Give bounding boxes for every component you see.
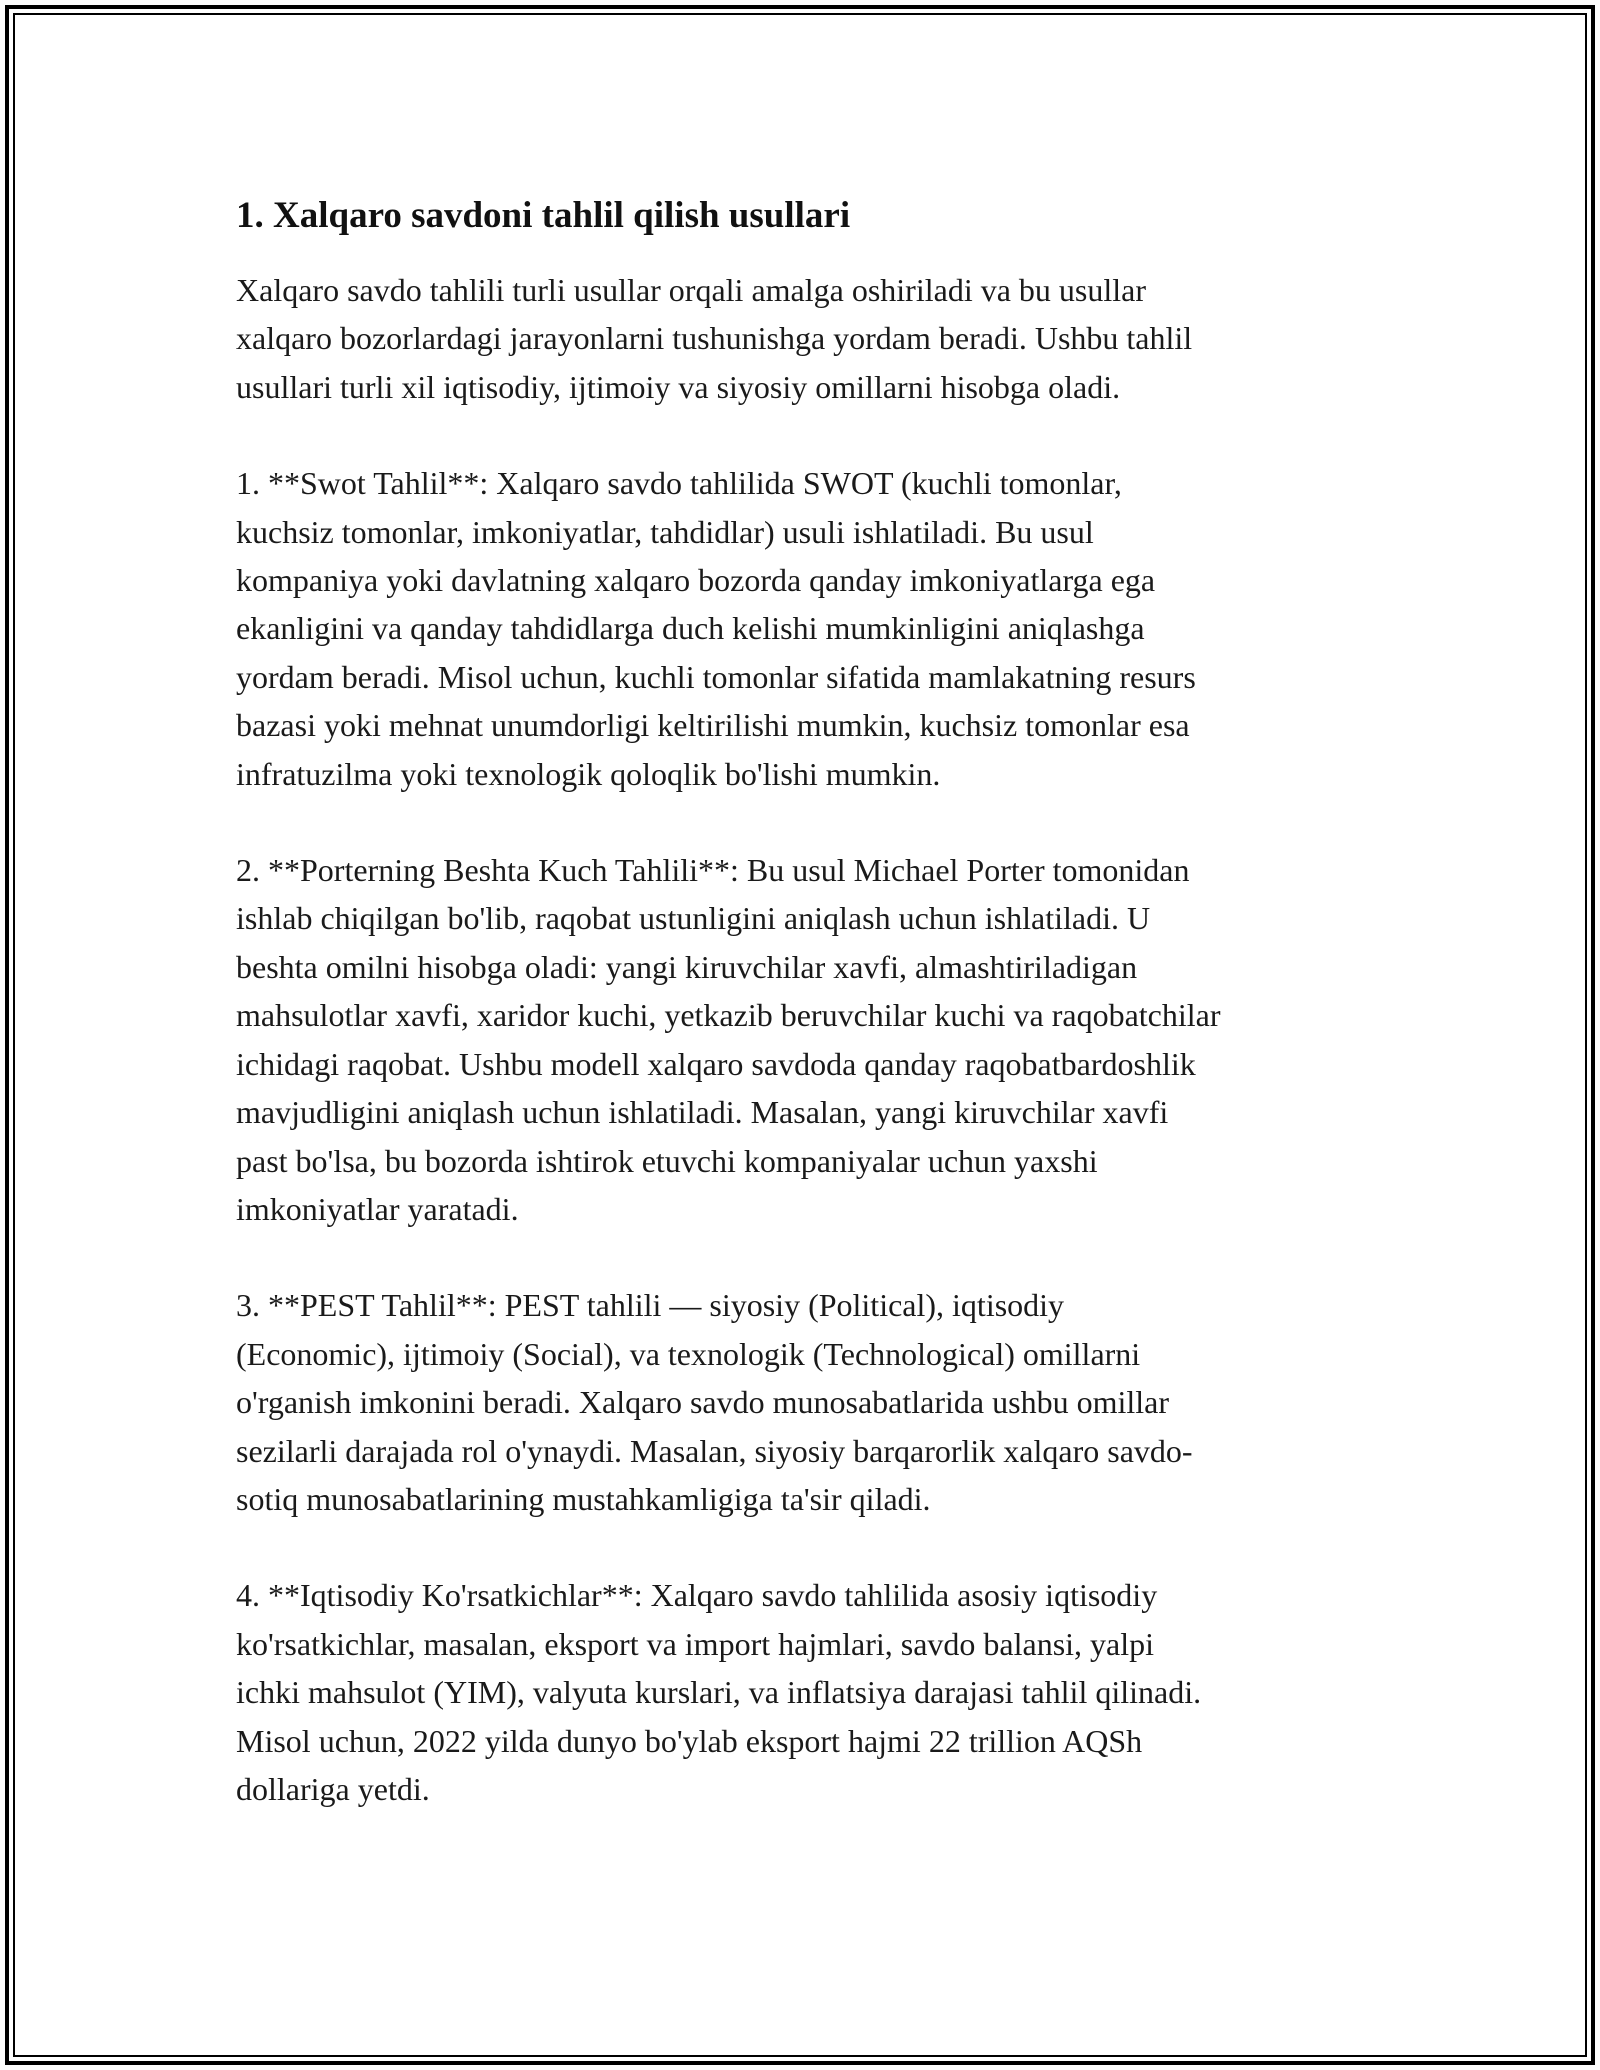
economic-indicators-paragraph: 4. **Iqtisodiy Ko'rsatkichlar**: Xalqaro savdo tahlilida asosiy iqtisodiy ko'rsatkichlar, masalan, eksport va import hajmlari, savdo balansi, yalpi ichki mahsulot (YIM), valyuta kurslari, va inflatsiya darajasi tahlil qilinadi. Misol uchun, 2022 yilda dunyo bo'ylab eksport hajmi 22 trillion AQSh dollariga yetdi. [236, 1577, 1202, 1807]
intro-paragraph: Xalqaro savdo tahlili turli usullar orqali amalga oshiriladi va bu usullar xalqaro bozorlardagi jarayonlarni tushunishga yordam beradi. Ushbu tahlil usullari turli xil iqtisodiy, ijtimoiy va siyosiy omillarni hisobga oladi. [236, 272, 1193, 405]
pest-paragraph: 3. **PEST Tahlil**: PEST tahlili — siyosiy (Political), iqtisodiy (Economic), ijtimoiy (Social), va texnologik (Technological) omillarni o'rganish imkonini beradi. Xalqaro savdo munosabatlarida ushbu omillar sezilarli darajada rol o'ynaydi. Masalan, siyosiy barqarorlik xalqaro savdo- sotiq munosabatlarining mustahkamligiga ta'sir qiladi. [236, 1287, 1193, 1517]
porter-paragraph: 2. **Porterning Beshta Kuch Tahlili**: Bu usul Michael Porter tomonidan ishlab chiqilgan bo'lib, raqobat ustunligini aniqlash uchun ishlatiladi. U beshta omilni hisobga oladi: yangi kiruvchilar xavfi, almashtiriladigan mahsulotlar xavfi, xaridor kuchi, yetkazib beruvchilar kuchi va raqobatchilar ichidagi raqobat. Ushbu modell xalqaro savdoda qanday raqobatbardoshlik mavjudligini aniqlash uchun ishlatiladi. Masalan, yangi kiruvchilar xavfi past bo'lsa, bu bozorda ishtirok etuvchi kompaniyalar uchun yaxshi imkoniyatlar yaratadi. [236, 852, 1221, 1227]
document-content [236, 188, 1376, 1861]
swot-paragraph: 1. **Swot Tahlil**: Xalqaro savdo tahlilida SWOT (kuchli tomonlar, kuchsiz tomonlar, imkoniyatlar, tahdidlar) usuli ishlatiladi. Bu usul kompaniya yoki davlatning xalqaro bozorda qanday imkoniyatlarga ega ekanligini va qanday tahdidlarga duch kelishi mumkinligini aniqlashga yordam beradi. Misol uchun, kuchli tomonlar sifatida mamlakatning resurs bazasi yoki mehnat unumdorligi keltirilishi mumkin, kuchsiz tomonlar esa infratuzilma yoki texnologik qoloqlik bo'lishi mumkin. [236, 465, 1196, 792]
document-heading: 1. Xalqaro savdoni tahlil qilish usullari [236, 195, 851, 236]
